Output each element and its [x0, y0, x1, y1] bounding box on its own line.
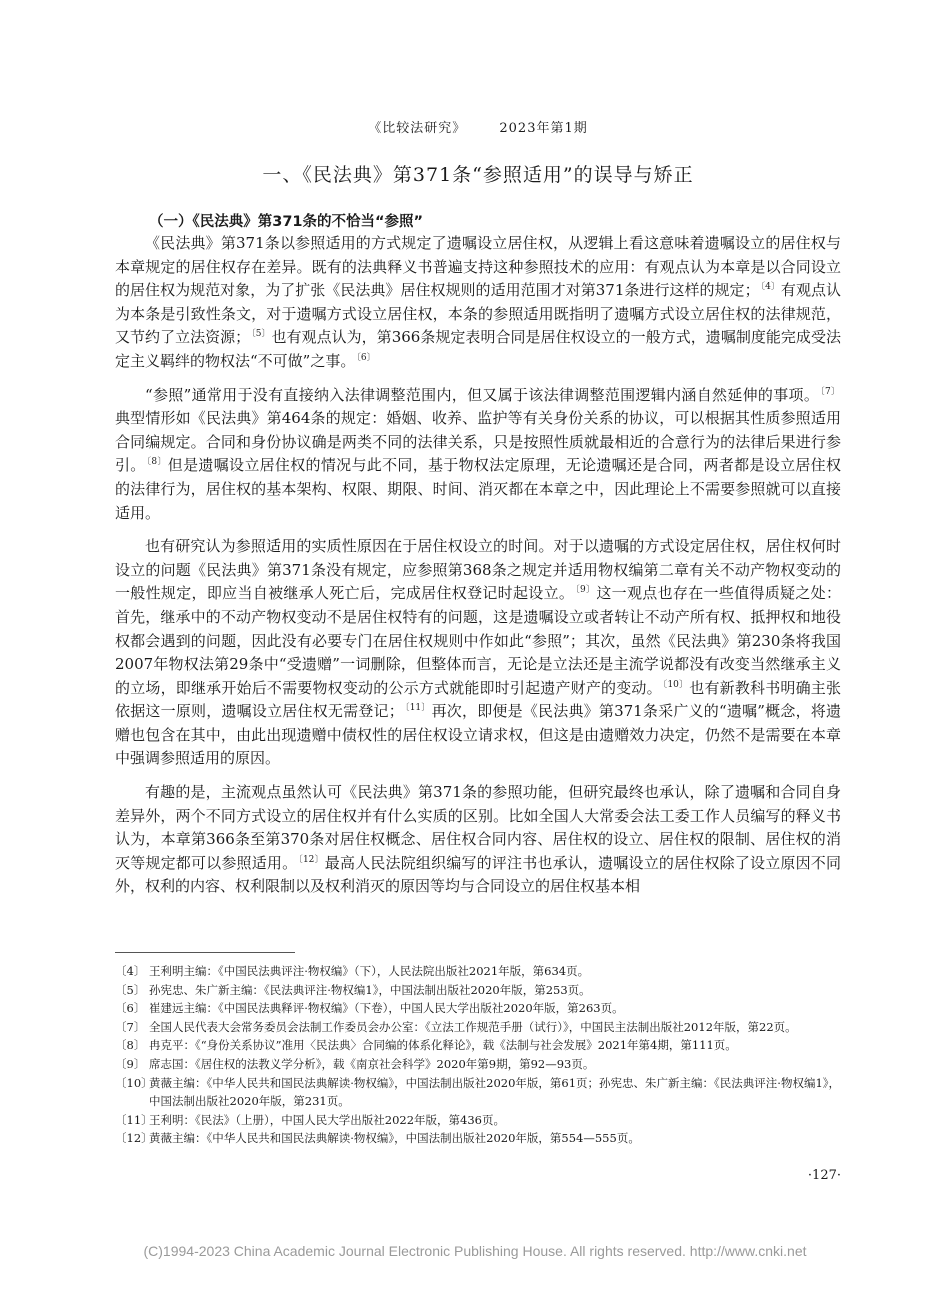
footnote-text: 王利明主编：《中国民法典评注·物权编》（下），人民法院出版社2021年版，第634页。: [149, 964, 590, 978]
footnote-number: 〔4〕: [115, 964, 146, 978]
footnote-item: [115, 1018, 841, 1037]
footnote-item: [115, 1129, 841, 1148]
footnote-item: [115, 1055, 841, 1074]
text-run: 有观点认为本条是引致性条文，对于遗嘱方式设立居住权，本条的参照适用既指明了遗嘱方式设立居住权的法律规范，又节约了立法资源；: [115, 281, 841, 347]
footnote-number: 〔7〕: [115, 1019, 146, 1034]
footnote-item: [115, 1111, 841, 1130]
footnote-ref[interactable]: 〔12〕: [298, 854, 324, 865]
text-run: 有趣的是，主流观点虽然认可《民法典》第371条的参照功能，但研究最终也承认，除了遗嘱和合同自身差异外，两个不同方式设立的居住权并有什么实质的区别。比如全国人大常委会法工委工作人员编写的释义书认为，本章第366条至第370条对居住权概念、居住权合同内容、居住权的设立、居住权的限制、居住权的消灭等规定都可以参照适用。: [115, 783, 841, 872]
copyright-notice: (C)1994-2023 China Academic Journal Electronic Publishing House. All rights reserved. http://www.cnki.net: [143, 1243, 807, 1259]
footnote-ref[interactable]: 〔11〕: [404, 703, 431, 714]
body-paragraph: [115, 384, 841, 526]
footnote-ref[interactable]: 〔7〕: [820, 386, 840, 397]
footnote-ref[interactable]: 〔4〕: [760, 282, 780, 293]
text-run: 再次，即便是《民法典》第371条采广义的“遗嘱”概念，将遗赠也包含在其中，由此出现遗赠中债权性的居住权设立请求权，但这是由遗赠效力决定，仍然不是需要在本章中强调参照适用的原因。: [115, 702, 841, 768]
text-run: 也有研究认为参照适用的实质性原因在于居住权设立的时间。对于以遗嘱的方式设定居住权，居住权何时设立的问题《民法典》第371条没有规定，应参照第368条之规定并适用物权编第二章有关不动产物权变动的一般性规定，即应当自被继承人死亡后，完成居住权登记时起设立。: [115, 537, 841, 603]
footnote-text: 王利明：《民法》（上册），中国人民大学出版社2022年版，第436页。: [149, 1112, 505, 1127]
footnote-ref[interactable]: 〔5〕: [251, 329, 271, 340]
footnote-number: 〔5〕: [115, 982, 146, 997]
footnote-number: 〔9〕: [115, 1056, 146, 1071]
footnote-divider: [115, 952, 295, 953]
footnote-number: 〔11〕: [115, 1112, 153, 1127]
footnote-text: 黄薇主编：《中华人民共和国民法典解读·物权编》，中国法制出版社2020年版，第554—555页。: [149, 1131, 640, 1146]
footnote-ref[interactable]: 〔8〕: [146, 457, 167, 468]
footnote-item: [115, 962, 841, 981]
footnote-text: 孙宪忠、朱广新主编：《民法典评注·物权编1》，中国法制出版社2020年版，第253页。: [149, 982, 591, 997]
subsection-title: （一）《民法典》第371条的不恰当“参照”: [149, 214, 424, 230]
footnote-text: 全国人民代表大会常务委员会法制工作委员会办公室：《立法工作规范手册（试行）》，中国民主法制出版社2012年版，第22页。: [149, 1019, 797, 1034]
footnote-number: 〔8〕: [115, 1038, 146, 1053]
text-run: 《民法典》第371条以参照适用的方式规定了遗嘱设立居住权，从逻辑上看这意味着遗嘱设立的居住权与本章规定的居住权存在差异。既有的法典释义书普遍支持这种参照技术的应用：有观点认为本章是以合同设立的居住权为规范对象，为了扩张《民法典》居住权规则的适用范围才对第371条进行这样的规定；: [115, 234, 841, 300]
footnote-number: 〔10〕: [115, 1075, 153, 1090]
text-run: 最高人民法院组织编写的评注书也承认，遗嘱设立的居住权除了设立原因不同外，权利的内容、权利限制以及权利消灭的原因等均与合同设立的居住权基本相: [115, 853, 841, 896]
running-header: [115, 117, 841, 136]
journal-name: 《比较法研究》: [368, 121, 467, 136]
text-run: “参照”通常用于没有直接纳入法律调整范围内，但又属于该法律调整范围逻辑内涵自然延伸的事项。: [145, 385, 820, 404]
body-paragraph: [115, 781, 841, 899]
body-paragraph: [115, 232, 841, 374]
footnote-ref[interactable]: 〔9〕: [575, 585, 596, 596]
footnote-ref[interactable]: 〔6〕: [356, 352, 376, 363]
footnote-item: [115, 1036, 841, 1055]
footnote-text: 冉克平：《“身份关系协议”准用〈民法典〉合同编的体系化释论》，载《法制与社会发展》2021年第4期，第111页。: [149, 1038, 737, 1053]
footnote-item: [115, 999, 841, 1018]
text-run: 典型情形如《民法典》第464条的规定：婚姻、收养、监护等有关身份关系的协议，可以根据其性质参照适用合同编规定。合同和身份协议确是两类不同的法律关系，只是按照性质就最相近的合意行为的法律后果进行参引。: [115, 409, 841, 475]
footnote-number: 〔12〕: [115, 1131, 153, 1146]
text-run: 也有观点认为，第366条规定表明合同是居住权设立的一般方式，遗嘱制度能完成受法定主义羁绊的物权法“不可做”之事。: [115, 328, 841, 370]
text-run: 这一观点也存在一些值得质疑之处：首先，继承中的不动产物权变动不是居住权特有的问题，这是遗嘱设立或者转让不动产所有权、抵押权和地役权都会遇到的问题，因此没有必要专门在居住权规则中作如此“参照”；其次，虽然《民法典》第230条将我国2007年物权法第29条中“受遗赠”一词删除，但整体而言，无论是立法还是主流学说都没有改变当然继承主义的立场，即继承开始后不需要物权变动的公示方式就能即时引起遗产财产的变动。: [115, 584, 841, 697]
body-paragraph: [115, 535, 841, 771]
text-run: 也有新教科书明确主张依据这一原则，遗嘱设立居住权无需登记；: [115, 678, 841, 721]
page-number: ·127·: [807, 1168, 841, 1183]
footnote-ref[interactable]: 〔10〕: [662, 679, 689, 690]
body-text: [115, 232, 841, 899]
footnotes: [115, 962, 841, 1148]
issue-label: 2023年第1期: [499, 121, 588, 136]
footnote-text: 崔建远主编：《中国民法典释评·物权编》（下卷），中国人民大学出版社2020年版，第263页。: [149, 1001, 624, 1016]
footnote-item: [115, 1074, 841, 1111]
footnote-text: 席志国：《居住权的法教义学分析》，载《南京社会科学》2020年第9期，第92—93页。: [149, 1056, 595, 1071]
footnote-text: 黄薇主编：《中华人民共和国民法典解读·物权编》，中国法制出版社2020年版，第61页；孙宪忠、朱广新主编：《民法典评注·物权编1》，中国法制出版社2020年版，第231页。: [149, 1075, 841, 1109]
section-title: 一、《民法典》第371条“参照适用”的误导与矫正: [262, 164, 694, 186]
footnote-item: [115, 981, 841, 1000]
text-run: 但是遗嘱设立居住权的情况与此不同，基于物权法定原理，无论遗嘱还是合同，两者都是设立居住权的法律行为，居住权的基本架构、权限、期限、时间、消灭都在本章之中，因此理论上不需要参照就可以直接适用。: [115, 456, 841, 522]
footnote-number: 〔6〕: [115, 1001, 146, 1016]
